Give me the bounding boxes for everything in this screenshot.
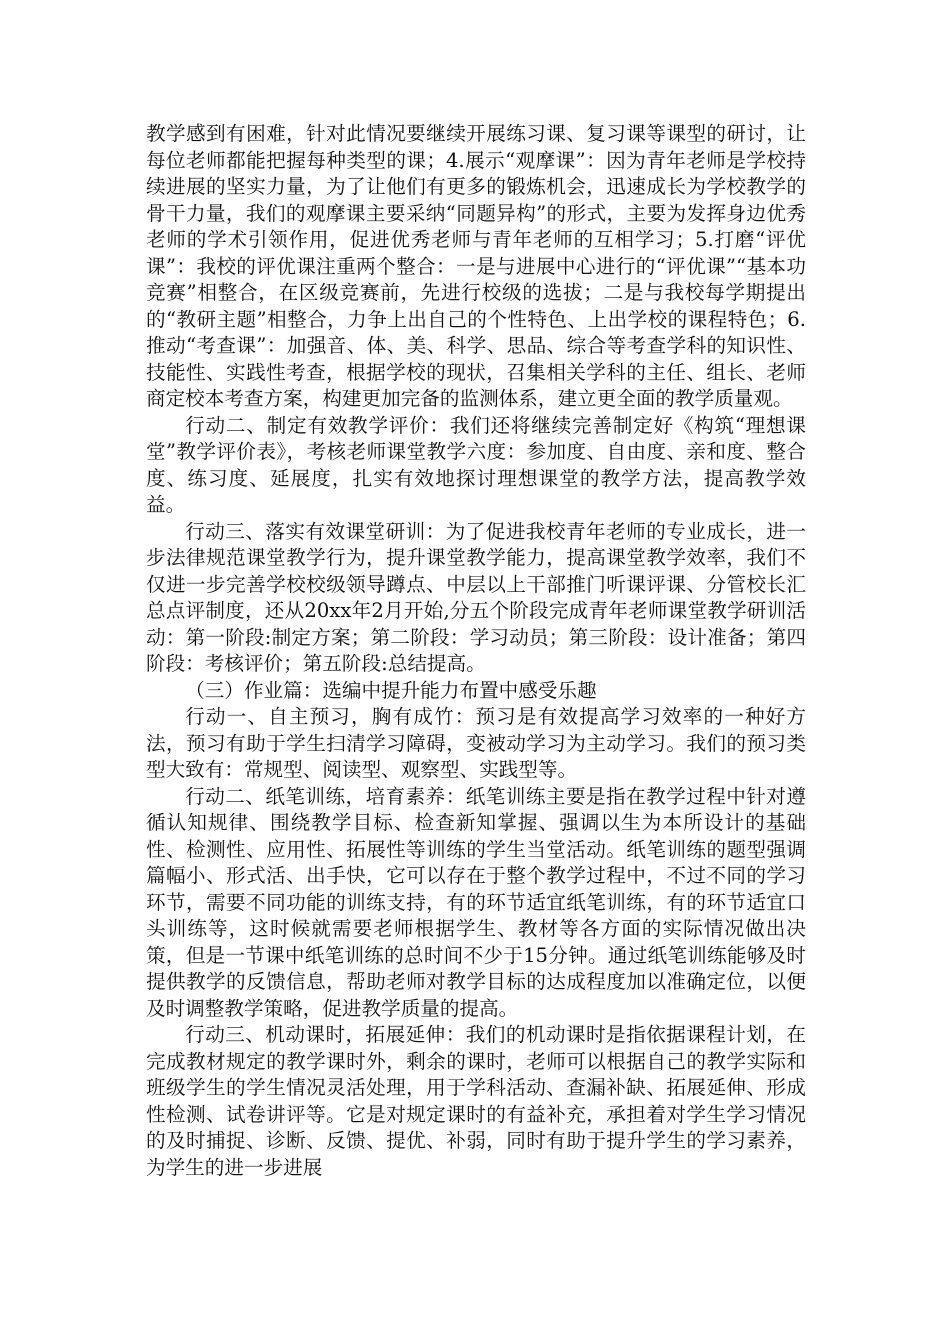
paragraph-2: 行动二、制定有效教学评价：我们还将继续完善制定好《构筑“理想课堂”教学评价表》，考核老师课堂教学六度：参加度、自由度、亲和度、整合度、练习度、延展度，扎实有效地探讨理想课堂的教学方法，提高教学效益。 <box>146 413 806 516</box>
paragraph-6: 行动三、机动课时，拓展延伸：我们的机动课时是指依据课程计划，在完成教材规定的教学课时外，剩余的课时，老师可以根据自己的教学实际和班级学生的学生情况灵活处理，用于学科活动、查漏补缺、拓展延伸、形成性检测、试卷讲评等。它是对规定课时的有益补充，承担着对学生学习情况的及时捕捉、诊断、反馈、提优、补弱，同时有助于提升学生的学习素养，为学生的进一步进展 <box>146 1023 806 1179</box>
paragraph-1: 教学感到有困难，针对此情况要继续开展练习课、复习课等课型的研讨，让每位老师都能把握每种类型的课；4.展示“观摩课”：因为青年老师是学校持续进展的坚实力量，为了让他们有更多的锻炼机会，迅速成长为学校教学的骨干力量，我们的观摩课主要采纳“同题异构”的形式，主要为发挥身边优秀老师的学术引领作用，促进优秀老师与青年老师的互相学习；5.打磨“评优课”：我校的评优课注重两个整合：一是与进展中心进行的“评优课”“基本功竞赛”相整合，在区级竞赛前，先进行校级的选拔；二是与我校每学期提出的“教研主题”相整合，力争上出自己的个性特色、上出学校的课程特色；6.推动“考查课”：加强音、体、美、科学、思品、综合等考查学科的知识性、技能性、实践性考查，根据学校的现状，召集相关学科的主任、组长、老师商定校本考查方案，构建更加完备的监测体系，建立更全面的教学质量观。 <box>146 122 806 410</box>
paragraph-4: 行动一、自主预习，胸有成竹：预习是有效提高学习效率的一种好方法，预习有助于学生扫清学习障碍，变被动学习为主动学习。我们的预习类型大致有：常规型、阅读型、观察型、实践型等。 <box>146 705 806 781</box>
paragraph-3: 行动三、落实有效课堂研训：为了促进我校青年老师的专业成长，进一步法律规范课堂教学行为，提升课堂教学能力，提高课堂教学效率，我们不仅进一步完善学校校级领导蹲点、中层以上干部推门听课评课、分管校长汇总点评制度，还从20xx年2月开始,分五个阶段完成青年老师课堂教学研训活动：第一阶段:制定方案；第二阶段：学习动员；第三阶段：设计准备；第四阶段：考核评价；第五阶段:总结提高。 <box>146 519 806 675</box>
section-heading: （三）作业篇：选编中提升能力布置中感受乐趣 <box>185 678 597 702</box>
paragraph-5: 行动二、纸笔训练，培育素养：纸笔训练主要是指在教学过程中针对遵循认知规律、围绕教学目标、检查新知掌握、强调以生为本所设计的基础性、检测性、应用性、拓展性等训练的学生当堂活动。纸笔训练的题型强调篇幅小、形式活、出手快，它可以存在于整个教学过程中，不过不同的学习环节，需要不同功能的训练支持，有的环节适宜纸笔训练，有的环节适宜口头训练等，这时候就需要老师根据学生、教材等各方面的实际情况做出决策，但是一节课中纸笔训练的总时间不少于15分钟。通过纸笔训练能够及时提供教学的反馈信息，帮助老师对教学目标的达成程度加以准确定位，以便及时调整教学策略，促进教学质量的提高。 <box>146 784 806 1020</box>
document-page <box>146 121 806 1181</box>
